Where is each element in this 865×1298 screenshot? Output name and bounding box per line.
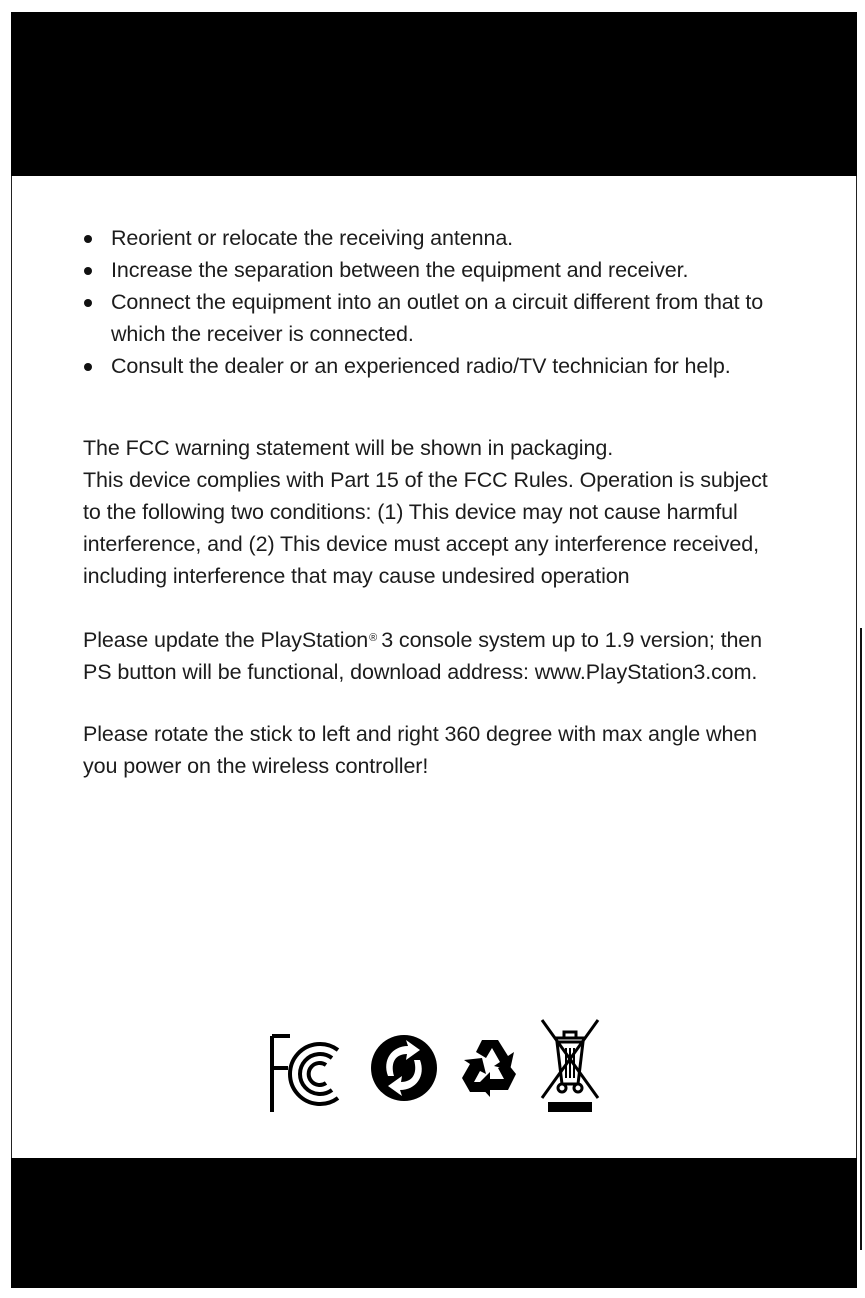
list-item-text: Connect the equipment into an outlet on a circuit different from that to which the receiver is connected. bbox=[111, 290, 764, 346]
list-item bbox=[83, 254, 783, 286]
rotate-text: Please rotate the stick to left and right 360 degree with max angle when you power on the wireless controller! bbox=[83, 722, 758, 778]
rotate-instructions bbox=[83, 718, 783, 782]
bullet-icon bbox=[84, 363, 92, 371]
green-dot-icon bbox=[368, 1032, 440, 1104]
top-black-band bbox=[11, 12, 857, 176]
bullet-icon bbox=[84, 267, 92, 275]
list-item bbox=[83, 222, 783, 254]
update-instructions bbox=[83, 622, 783, 688]
fcc-statement bbox=[83, 432, 783, 592]
bullet-icon bbox=[84, 235, 92, 243]
compliance-logos bbox=[266, 1016, 606, 1116]
registered-mark: ® bbox=[369, 632, 378, 644]
list-item-text: Reorient or relocate the receiving antenna. bbox=[111, 226, 514, 250]
weee-bin-icon bbox=[538, 1016, 602, 1116]
recycle-icon bbox=[456, 1034, 524, 1102]
list-item bbox=[83, 350, 783, 382]
fc-logo bbox=[266, 1028, 358, 1118]
fcc-packaging-note: The FCC warning statement will be shown in packaging. bbox=[83, 436, 614, 460]
bullet-icon bbox=[84, 299, 92, 307]
list-item-text: Consult the dealer or an experienced radio/TV technician for help. bbox=[111, 354, 731, 378]
bottom-black-band bbox=[11, 1158, 857, 1288]
update-text-end: 3 console system up to 1.9 version; then PS button will be functional, download address: www.PlayStation3.com. bbox=[83, 628, 763, 684]
update-text-start: Please update the PlayStation bbox=[83, 628, 369, 652]
document-body bbox=[83, 222, 783, 782]
list-item bbox=[83, 286, 783, 350]
edge-line bbox=[860, 628, 862, 1250]
fcc-compliance-text: This device complies with Part 15 of the FCC Rules. Operation is subject to the following two conditions: (1) This device may not cause harmful interference, and (2) This device must accept any interference received, including interference that may cause undesired operation bbox=[83, 468, 768, 588]
fc-mark-text: FC bbox=[266, 1028, 268, 1029]
interference-tips-list bbox=[83, 222, 783, 382]
list-item-text: Increase the separation between the equipment and receiver. bbox=[111, 258, 689, 282]
